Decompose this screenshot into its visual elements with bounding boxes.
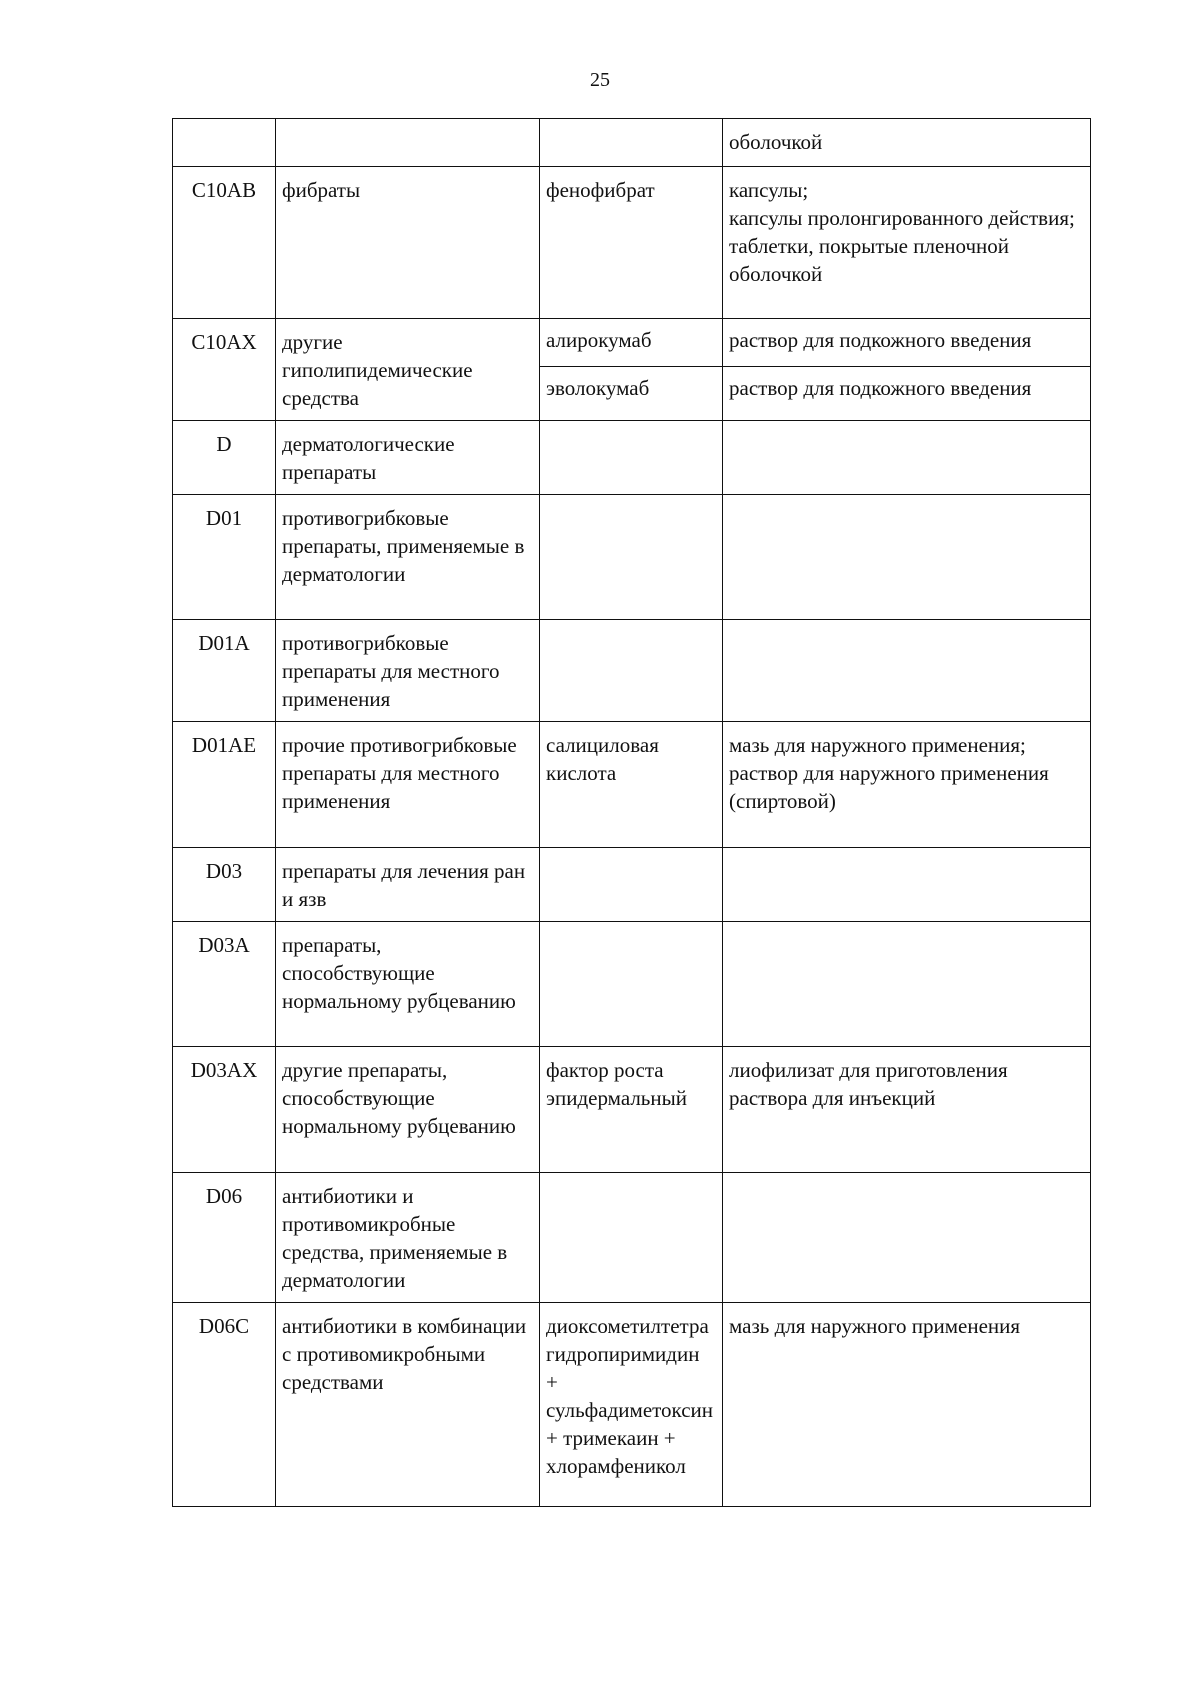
drug-classification-table xyxy=(172,118,1091,1507)
group-name-cell: другие гиполипидемические средства xyxy=(276,319,540,421)
table-row xyxy=(173,722,1091,848)
table-row xyxy=(173,1047,1091,1173)
substance-cell: салициловая кислота xyxy=(540,722,723,848)
group-name-cell: препараты для лечения ран и язв xyxy=(276,848,540,922)
dosage-form-cell xyxy=(723,848,1091,922)
atc-code-cell: D06C xyxy=(173,1303,276,1507)
dosage-form-cell xyxy=(723,495,1091,620)
dosage-form-line: капсулы; xyxy=(729,178,809,202)
dosage-form-line: мазь для наружного применения; xyxy=(729,733,1026,757)
atc-code-cell: D03 xyxy=(173,848,276,922)
table-row xyxy=(173,421,1091,495)
substance-cell xyxy=(540,1173,723,1303)
substance-cell xyxy=(540,922,723,1047)
atc-code-cell: D xyxy=(173,421,276,495)
table-row xyxy=(173,167,1091,319)
table-body xyxy=(173,119,1091,1507)
page-number: 25 xyxy=(590,69,610,91)
atc-code-cell xyxy=(173,119,276,167)
dosage-form-line: мазь для наружного применения xyxy=(729,1314,1021,1338)
group-name-cell: противогрибковые препараты для местного применения xyxy=(276,620,540,722)
table-row xyxy=(173,1173,1091,1303)
group-name-cell: другие препараты, способствующие нормальному рубцеванию xyxy=(276,1047,540,1173)
atc-code-cell: C10AX xyxy=(173,319,276,421)
table-row xyxy=(173,848,1091,922)
dosage-form-cell: раствор для подкожного введения xyxy=(723,366,1091,420)
atc-code-cell: D06 xyxy=(173,1173,276,1303)
group-name-cell: дерматологические препараты xyxy=(276,421,540,495)
substance-cell xyxy=(540,421,723,495)
group-name-cell xyxy=(276,119,540,167)
dosage-form-cell xyxy=(723,722,1091,848)
table-row xyxy=(173,495,1091,620)
dosage-form-line: таблетки, покрытые пленочной оболочкой xyxy=(729,234,1010,286)
atc-code-cell: D01A xyxy=(173,620,276,722)
dosage-form-cell xyxy=(723,922,1091,1047)
dosage-form-cell xyxy=(723,1303,1091,1507)
atc-code-cell: D01 xyxy=(173,495,276,620)
atc-code-cell: D03AX xyxy=(173,1047,276,1173)
substance-cell xyxy=(540,620,723,722)
table-row xyxy=(173,119,1091,167)
group-name-cell: прочие противогрибковые препараты для местного применения xyxy=(276,722,540,848)
dosage-form-cell: раствор для подкожного введения xyxy=(723,319,1091,367)
table-row xyxy=(173,922,1091,1047)
substance-cell: фенофибрат xyxy=(540,167,723,319)
dosage-form-line: оболочкой xyxy=(729,130,823,154)
dosage-form-line: лиофилизат для приготовления раствора для инъекций xyxy=(729,1058,1008,1110)
group-name-cell: препараты, способствующие нормальному рубцеванию xyxy=(276,922,540,1047)
dosage-form-line: раствор для наружного применения (спиртовой) xyxy=(729,761,1049,813)
table-row xyxy=(173,1303,1091,1507)
atc-code-cell: D01AE xyxy=(173,722,276,848)
substance-cell: эволокумаб xyxy=(540,366,723,420)
substance-cell xyxy=(540,119,723,167)
table-row xyxy=(173,319,1091,367)
dosage-form-cell xyxy=(723,1173,1091,1303)
dosage-form-cell xyxy=(723,119,1091,167)
substance-cell xyxy=(540,848,723,922)
substance-cell: диоксометилтетрагидропиримидин + сульфадиметоксин + тримекаин + хлорамфеникол xyxy=(540,1303,723,1507)
dosage-form-cell xyxy=(723,167,1091,319)
group-name-cell: противогрибковые препараты, применяемые в дерматологии xyxy=(276,495,540,620)
dosage-form-cell xyxy=(723,1047,1091,1173)
substance-cell: фактор роста эпидермальный xyxy=(540,1047,723,1173)
dosage-form-cell xyxy=(723,620,1091,722)
table-row xyxy=(173,620,1091,722)
substance-cell xyxy=(540,495,723,620)
atc-code-cell: D03A xyxy=(173,922,276,1047)
group-name-cell: антибиотики и противомикробные средства, применяемые в дерматологии xyxy=(276,1173,540,1303)
substance-cell: алирокумаб xyxy=(540,319,723,367)
atc-code-cell: C10AB xyxy=(173,167,276,319)
group-name-cell: антибиотики в комбинации с противомикробными средствами xyxy=(276,1303,540,1507)
dosage-form-line: капсулы пролонгированного действия; xyxy=(729,206,1075,230)
dosage-form-cell xyxy=(723,421,1091,495)
group-name-cell: фибраты xyxy=(276,167,540,319)
